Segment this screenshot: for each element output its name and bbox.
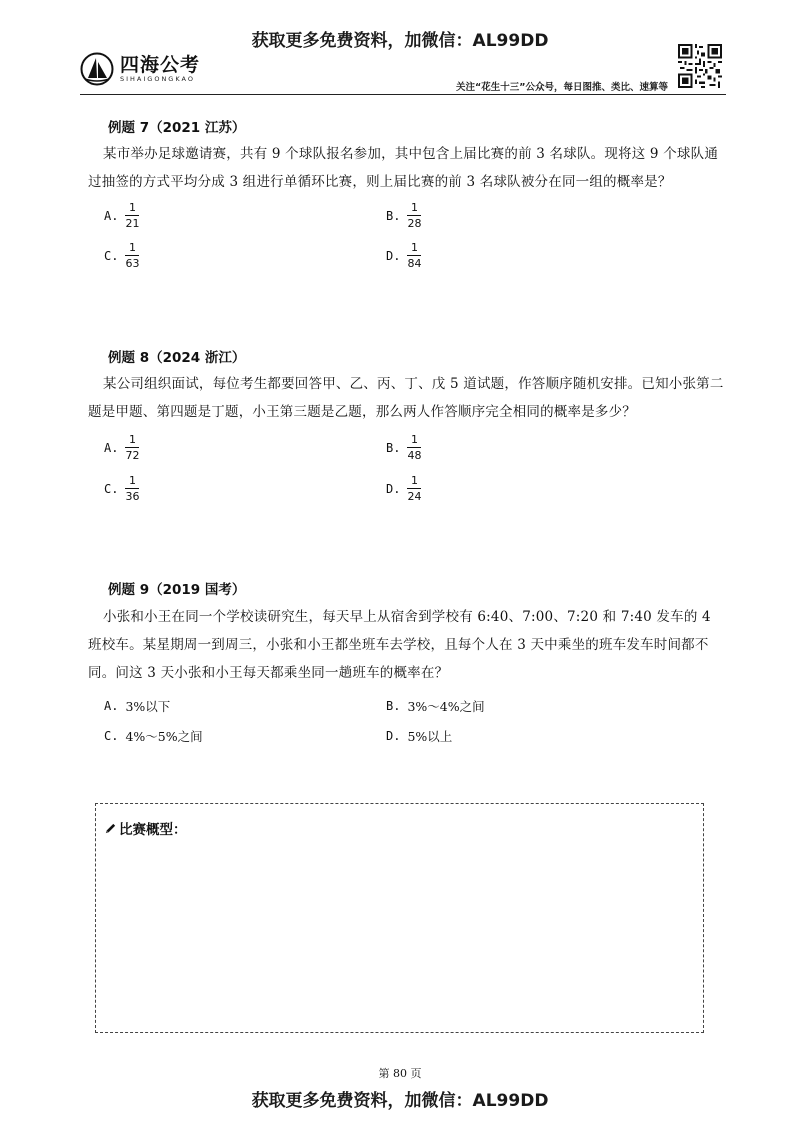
option-letter: A. (104, 208, 119, 223)
notes-box (95, 803, 704, 1033)
top-banner: 获取更多免费资料，加微信：AL99DD (251, 31, 549, 51)
fraction-numerator: 1 (128, 474, 136, 487)
fraction (125, 433, 139, 462)
page-number: 第 80 页 (378, 1067, 422, 1080)
question-7-option-d (386, 241, 421, 270)
question-9-title: 例题 9（2019 国考） (108, 582, 246, 598)
page-header (80, 44, 726, 94)
bottom-banner: 获取更多免费资料，加微信：AL99DD (251, 1091, 549, 1111)
header-divider (80, 94, 726, 95)
question-7-title: 例题 7（2021 江苏） (108, 120, 246, 136)
option-text: 3%～4%之间 (407, 699, 485, 714)
fraction-denominator: 72 (125, 449, 140, 462)
question-9-option-d (386, 727, 452, 745)
fraction-denominator: 36 (125, 490, 140, 503)
question-8-option-c (104, 474, 139, 503)
question-9-option-a (104, 697, 170, 715)
fraction (125, 474, 139, 503)
option-letter: B. (386, 208, 401, 223)
fraction-numerator: 1 (410, 241, 418, 254)
option-letter: C. (104, 248, 119, 263)
fraction-denominator: 84 (407, 257, 422, 270)
question-8-text: 某公司组织面试，每位考生都要回答甲、乙、丙、丁、戊 5 道试题，作答顺序随机安排。已知小张第二题是甲题、第四题是丁题，小王第三题是乙题，那么两人作答顺序完全相同的概率是多少？ (88, 376, 724, 420)
question-9-option-b (386, 697, 485, 715)
fraction-bar (407, 447, 421, 448)
fraction-denominator: 24 (407, 490, 422, 503)
question-7-option-c (104, 241, 139, 270)
option-text: 3%以下 (125, 699, 171, 714)
fraction-numerator: 1 (410, 433, 418, 446)
qr-code-icon (678, 44, 722, 88)
fraction-denominator: 28 (407, 217, 422, 230)
option-letter: D. (386, 729, 401, 743)
option-letter: C. (104, 481, 119, 496)
option-letter: B. (386, 440, 401, 455)
fraction-bar (407, 255, 421, 256)
option-text: 5%以上 (407, 729, 453, 744)
question-9-option-c (104, 727, 203, 745)
fraction-bar (407, 488, 421, 489)
fraction-denominator: 63 (125, 257, 140, 270)
pencil-icon (104, 822, 117, 835)
option-letter: D. (386, 481, 401, 496)
question-8-option-a (104, 433, 139, 462)
fraction-denominator: 21 (125, 217, 140, 230)
sail-logo-icon (80, 52, 114, 86)
option-letter: B. (386, 699, 401, 713)
fraction-bar (125, 488, 139, 489)
fraction (407, 433, 421, 462)
fraction (125, 201, 139, 230)
fraction (407, 201, 421, 230)
fraction-bar (125, 255, 139, 256)
logo-text-cn: 四海公考 (120, 54, 201, 76)
fraction-denominator: 48 (407, 449, 422, 462)
question-7-option-b (386, 201, 421, 230)
logo (80, 52, 200, 86)
notes-box-heading (104, 818, 187, 838)
option-text: 4%～5%之间 (125, 729, 203, 744)
option-letter: C. (104, 729, 119, 743)
notes-box-title: 比赛概型： (119, 822, 187, 838)
fraction-bar (125, 215, 139, 216)
fraction-bar (407, 215, 421, 216)
question-8-option-d (386, 474, 421, 503)
fraction-numerator: 1 (128, 201, 136, 214)
header-note: 关注“花生十三”公众号，每日图推、类比、速算等 (456, 82, 668, 93)
question-9-text: 小张和小王在同一个学校读研究生，每天早上从宿舍到学校有 6:40、7:00、7:20 和 7:40 发车的 4 班校车。某星期周一到周三，小张和小王都坐班车去学校，且每个人在 3 天中乘坐的班车发车时间都不同。问这 3 天小张和小王每天都乘坐同一趟班车的概率在？ (88, 609, 711, 681)
option-letter: D. (386, 248, 401, 263)
option-letter: A. (104, 440, 119, 455)
option-letter: A. (104, 699, 119, 713)
question-7-text: 某市举办足球邀请赛，共有 9 个球队报名参加，其中包含上届比赛的前 3 名球队。现将这 9 个球队通过抽签的方式平均分成 3 组进行单循环比赛，则上届比赛的前 3 名球队被分在同一组的概率是？ (88, 146, 719, 190)
question-7-option-a (104, 201, 139, 230)
fraction-bar (125, 447, 139, 448)
fraction-numerator: 1 (128, 433, 136, 446)
fraction-numerator: 1 (410, 201, 418, 214)
logo-text-en: SIHAIGONGKAO (120, 75, 195, 83)
fraction-numerator: 1 (128, 241, 136, 254)
question-8-option-b (386, 433, 421, 462)
fraction (407, 241, 421, 270)
fraction (407, 474, 421, 503)
question-8-title: 例题 8（2024 浙江） (108, 350, 246, 366)
fraction-numerator: 1 (410, 474, 418, 487)
fraction (125, 241, 139, 270)
